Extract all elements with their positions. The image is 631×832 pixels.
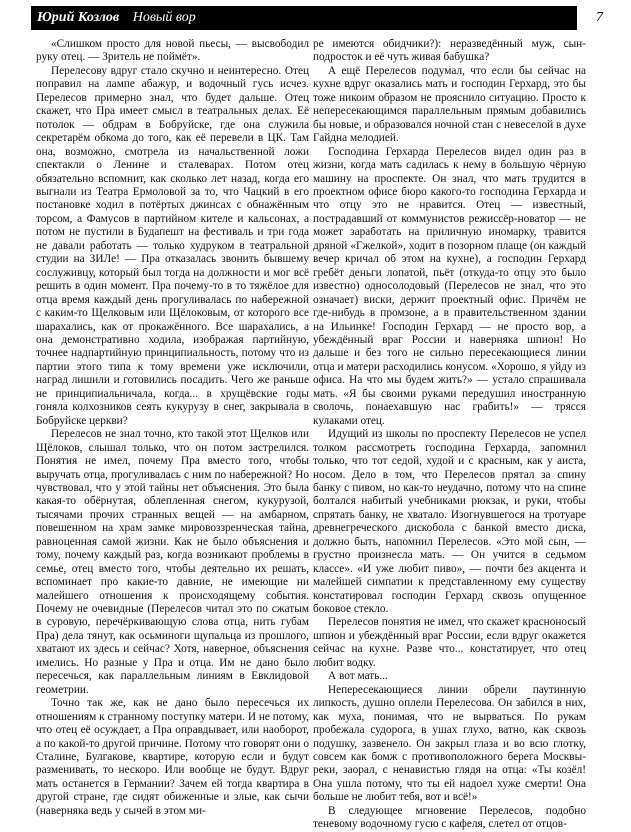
paragraph: Перелесов не знал точно, кто такой этот Щелков или Щёлоков, слышал только, что он потом застрелился. Понятия не имел, почему Пра вместо того, чтобы выручать отца, прогуливалась с ним по набережной? Но чувствовал, что у этой тайны нет объяснения. Это была какая-то обёрнутая, облепленная снегом, кукурузой, тысячами прочих странных вещей — на амбарном, повешенном на храм замке мировоззренческая тайна, равноценная самой жизни. Как не было объяснения и тому, почему каждый раз, когда возникают проблемы в семье, отец вместо того, чтобы деятельно их решать, вспоминает про какие-то давние, не имеющие ни малейшего отношения к происходящему события. Почему не очевидные (Перелесов читал это по сжатым в суровую, перечёркивающую слова отца, нить губам Пра) дела тянут, как осьминоги щупальца из прошлого, хватают их здесь и сейчас? Хотя, наверное, объяснения имелись. Но разные у Пра и отца. Им не дано было пересечься, как параллельным линиям в Евклидовой геометрии. bbox=[36, 428, 309, 696]
header-author: Юрий Козлов bbox=[37, 10, 120, 25]
right-column bbox=[313, 38, 586, 831]
paragraph: Перелесов понятия не имел, что скажет красноносый шпион и убеждённый враг России, если вдруг окажется сейчас на кухне. Разве что... констатирует, что отец любит водку. bbox=[313, 616, 586, 669]
header-title: Новый вор bbox=[132, 10, 196, 25]
page-number: 7 bbox=[596, 10, 603, 25]
paragraph: «Слишком просто для новой пьесы, — высвободил руку отец. — Зритель не поймёт». bbox=[36, 38, 309, 64]
paragraph: Непересекающиеся линии обрели паутинную липкость, душно оплели Перелесова. Он забился в них, как муха, понимая, что не вырваться. По рукам пробежала судорога, в ушах глухо, ватно, как сквозь подушку, зазвенело. Он закрыл глаза и во всю глотку, совсем как бомж с противоположного берега Москвы-реки, заорал, с ненавистью глядя на отца: «Ты козёл! Она ушла потому, что ты ей надоел хуже смерти! Она больше не любит тебя, вот и всё!» bbox=[313, 683, 586, 804]
paragraph: ре имеются обидчики?): неразведённый муж, сын-подросток и её чуть живая бабушка? bbox=[313, 38, 586, 64]
left-column bbox=[36, 38, 309, 817]
paragraph: Точно так же, как не дано было пересечься их отношениям к странному поступку матери. И не потому, что отец её осуждает, а Пра оправдывает, или наоборот, а по какой-то другой причине. Потому что говорят они о Сталине, Булгакове, квартире, которую если и будут разменивать, то нескоро. Или вообще не будут. Вдруг мать останется в Германии? Зачем ей тогда квартира в другой стране, где сидят обиженные и злые, как сычи (наверняка ведь у сычей в этом ми- bbox=[36, 697, 309, 817]
paragraph: Господина Герхарда Перелесов видел один раз в жизни, когда мать садилась к нему в большую чёрную машину на проспекте. Он знал, что мать трудится в проектном офисе бюро какого-то господина Герхарда и что отцу это не нравится. Отец — известный, пострадавший от коммунистов режиссёр-новатор — не может заработать на приличную иномарку, травится дряной «Гжелкой», ходит в позорном плаще (он каждый вечер кричал об этом на кухне), а господин Герхард гребёт деньги лопатой, пьёт (откуда-то отцу это было известно) односолодовый (Перелесов не знал, что это означает) виски, держит проектный офис. Причём не где-нибудь в промзоне, а в правительственном здании на Ильинке! Господин Герхард — не просто вор, а убеждённый враг России и наверняка шпион! Но дальше и без того не сильно пересекающиеся линии отца и матери расходились конусом. «Хорошо, я уйду из офиса. На что мы будем жить?» — устало спрашивала мать. «Я бы своими руками передушил иностранную сволочь, понаехавшую нас грабить!» — трясся кулаками отец. bbox=[313, 145, 586, 427]
paragraph: Перелесову вдруг стало скучно и неинтересно. Отец поправил на лампе абажур, и водочный гусь исчез. Перелесов примерно знал, что будет дальше. Отец скажет, что Пра имеет смысл в театральных делах. Её потолок — обдрам в Бобруйске, где она служила секретарём обкома до того, как её перевели в ЦК. Там она, возможно, смотрела из начальственной ложи спектакли о Ленине и сталеварах. Потом отец обязательно вспомнит, как сколько лет назад, когда его выгнали из Театра Ермоловой за то, что Чацкий в его постановке ходил в потёртых джинсах с обнажённым торсом, а Фамусов в партийном кителе и кальсонах, а потом не пустили в Будапешт на фестиваль и три года не давали работать — только худруком в театральной студии на ЗИЛе! — Пра отказалась звонить бывшему сослуживцу, который был тогда на должности и мог всё решить в один момент. Пра почему-то в то тяжёлое для отца время каждый день прогуливалась по набережной с каким-то Щелковым или Щёлоковым, от которого все шарахались, как от прокажённого. Все шарахались, а она демонстративно ходила, изображая партийную, точнее надпартийную принципиальность, потому что из партии этого типа к тому времени уже исключили, наград лишили и готовились посадить. Чего же раньше не принципиальничала, когда... в хрущёвские годы гоняла колхозников сеять кукурузу в снег, закрывала в Бобруйске церкви? bbox=[36, 64, 309, 427]
running-header bbox=[31, 6, 577, 30]
paragraph: А ещё Перелесов подумал, что если бы сейчас на кухне вдруг оказались мать и господин Герхард, это бы тоже никоим образом не прояснило ситуацию. Просто к непересекающимся параллельным прямым добавились бы новые, и образовался ночной стан с невеселой в духе Гайдна мелодией. bbox=[313, 64, 586, 145]
paragraph: В следующее мгновение Перелесов, подобно теневому водочному гусю с кафеля, слетел от отцов- bbox=[313, 804, 586, 831]
paragraph: А вот мать... bbox=[328, 670, 388, 683]
paragraph: Идущий из школы по проспекту Перелесов не успел толком рассмотреть господина Герхарда, запомнил только, что тот седой, худой и с красным, как у аиста, носом. Дело в том, что Перелесов прятал за спину банку с пивом, но как-то неудачно, потому что на спине болтался набитый учебниками рюкзак, и руки, чтобы спрятать банку, не хватало. Изогнувшегося на тротуаре древнегреческого дискобола с банкой вместо диска, должно быть, напомнил Перелесов. «Это мой сын, — грустно произнесла мать. — Он учится в седьмом классе». «И уже любит пиво», — почти без акцента и малейшей симпатии к представленному ему существу констатировал господин Герхард сквозь опущенное боковое стекло. bbox=[313, 428, 586, 616]
